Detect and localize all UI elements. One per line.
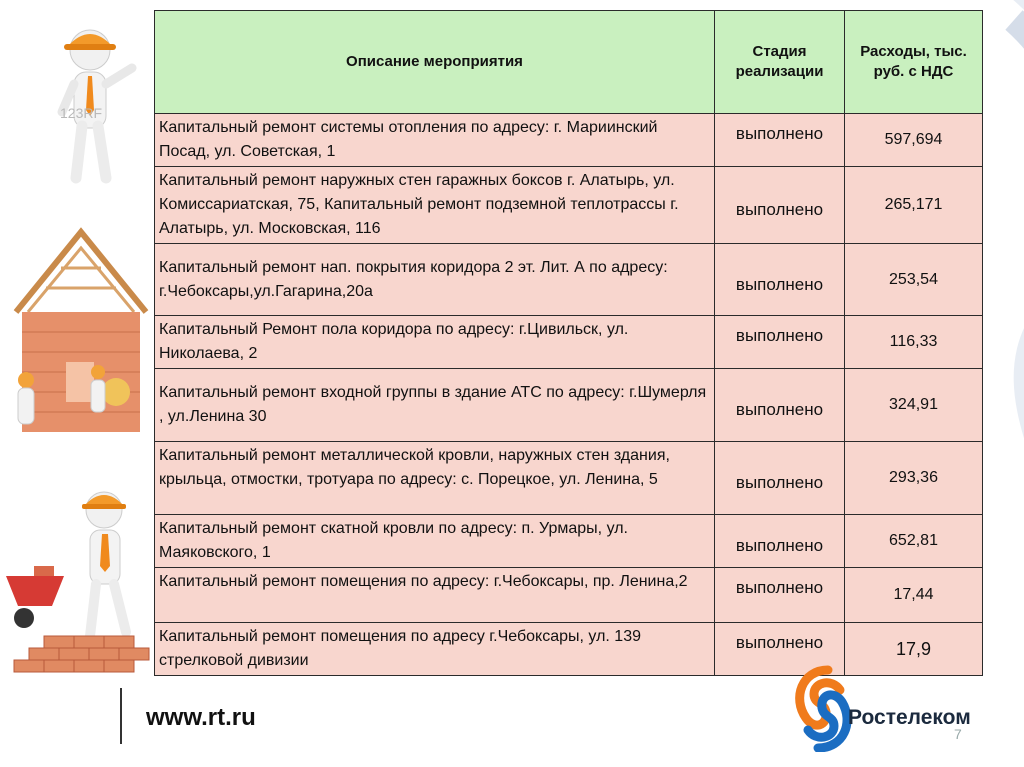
row-description: Капитальный ремонт металлической кровли, наружных стен здания, крыльца, отмостки, тротуара по адресу: с. Порецкое, ул. Ленина, 5 [155,442,715,515]
row-cost: 324,91 [845,369,983,442]
row-stage: выполнено [715,369,845,442]
row-description: Капитальный ремонт входной группы в здание АТС по адресу: г.Шумерля , ул.Ленина 30 [155,369,715,442]
row-stage: выполнено [715,167,845,244]
brand-name: Ростелеком [848,706,971,729]
row-stage: выполнено [715,244,845,316]
row-cost: 116,33 [845,316,983,369]
worker-wheelbarrow-illustration [4,486,154,676]
row-cost: 293,36 [845,442,983,515]
table-row [155,167,983,244]
house-construction-illustration [6,222,156,462]
table-row [155,244,983,316]
footer-divider [120,688,122,744]
table-row [155,369,983,442]
expenses-table [154,10,983,676]
row-description: Капитальный ремонт нап. покрытия коридора 2 эт. Лит. А по адресу: г.Чебоксары,ул.Гагарина,20а [155,244,715,316]
row-stage: выполнено [715,515,845,568]
row-stage: выполнено [715,442,845,515]
row-cost: 265,171 [845,167,983,244]
row-stage: выполнено [715,316,845,369]
row-cost: 17,9 [845,623,983,676]
header-description: Описание мероприятия [155,11,715,114]
row-stage: выполнено [715,568,845,623]
table-row [155,114,983,167]
table-header-row [155,11,983,114]
row-stage: выполнено [715,114,845,167]
table-row [155,442,983,515]
row-description: Капитальный ремонт системы отопления по адресу: г. Мариинский Посад, ул. Советская, 1 [155,114,715,167]
table-row [155,515,983,568]
table-row [155,568,983,623]
table-row [155,316,983,369]
worker-pointing-illustration [40,20,140,190]
row-cost: 253,54 [845,244,983,316]
page-number: 7 [954,726,962,742]
row-description: Капитальный ремонт помещения по адресу г.Чебоксары, ул. 139 стрелковой дивизии [155,623,715,676]
website-link[interactable]: www.rt.ru [146,704,256,731]
row-description: Капитальный Ремонт пола коридора по адресу: г.Цивильск, ул. Николаева, 2 [155,316,715,369]
row-cost: 652,81 [845,515,983,568]
row-stage: выполнено [715,623,845,676]
row-description: Капитальный ремонт помещения по адресу: г.Чебоксары, пр. Ленина,2 [155,568,715,623]
row-cost: 597,694 [845,114,983,167]
watermark-text: 123RF [60,105,103,121]
header-cost: Расходы, тыс. руб. с НДС [845,11,983,114]
row-cost: 17,44 [845,568,983,623]
row-description: Капитальный ремонт наружных стен гаражных боксов г. Алатырь, ул. Комиссариатская, 75, Капитальный ремонт подземной теплотрассы г. Алатырь, ул. Московская, 116 [155,167,715,244]
row-description: Капитальный ремонт скатной кровли по адресу: п. Урмары, ул. Маяковского, 1 [155,515,715,568]
header-stage: Стадия реализации [715,11,845,114]
